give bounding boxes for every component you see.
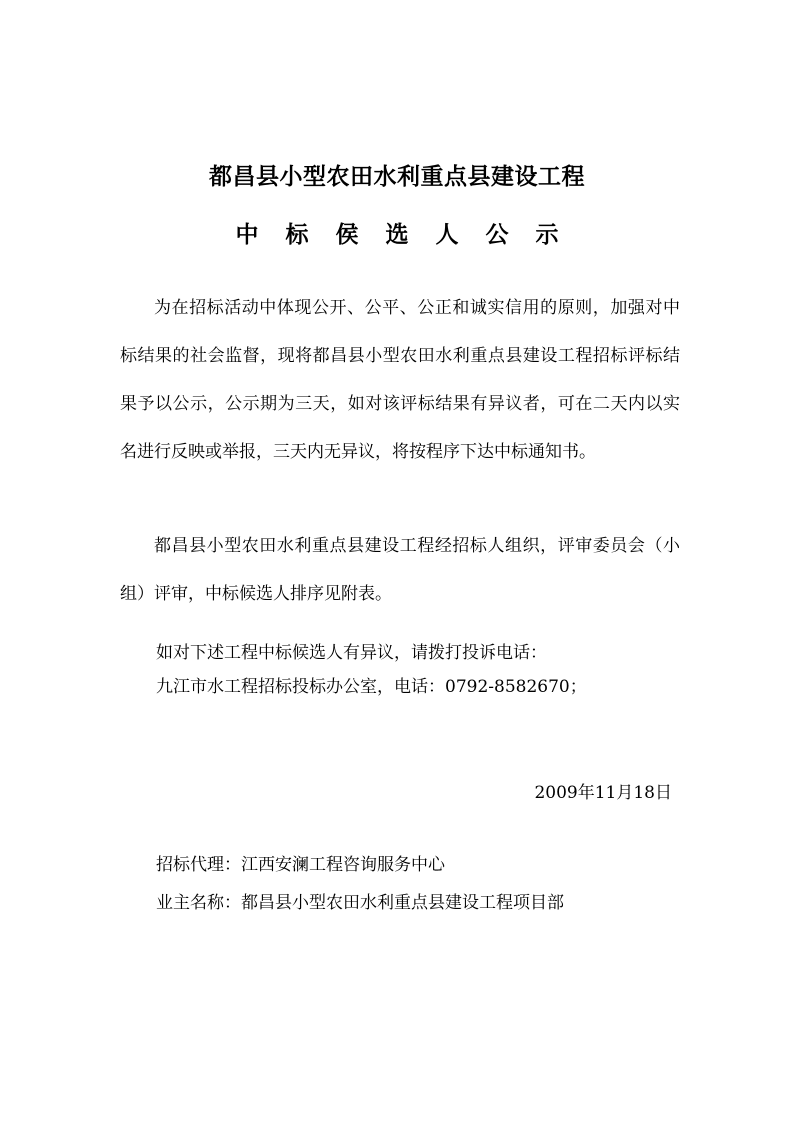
complaint-office-phone: 九江市水工程招标投标办公室，电话：0792-8582670； [156,677,587,697]
document-title: 都昌县小型农田水利重点县建设工程 [209,164,585,190]
announcement-paragraph: 为在招标活动中体现公开、公平、公正和诚实信用的原则，加强对中标结果的社会监督，现将都昌县小型农田水利重点县建设工程招标评标结果予以公示，公示期为三天，如对该评标结果有异议者，可在二天内以实名进行反映或举报，三天内无异议，将按程序下达中标通知书。 [120,298,680,462]
publication-date: 2009年11月18日 [534,783,672,803]
complaint-intro: 如对下述工程中标候选人有异议，请拨打投诉电话： [156,643,547,663]
project-owner: 业主名称：都昌县小型农田水利重点县建设工程项目部 [156,893,564,913]
tender-agent: 招标代理：江西安澜工程咨询服务中心 [156,855,445,875]
review-paragraph: 都昌县小型农田水利重点县建设工程经招标人组织，评审委员会（小组）评审，中标候选人排序见附表。 [120,536,680,604]
document-subtitle: 中标侯选人公示 [235,222,586,248]
